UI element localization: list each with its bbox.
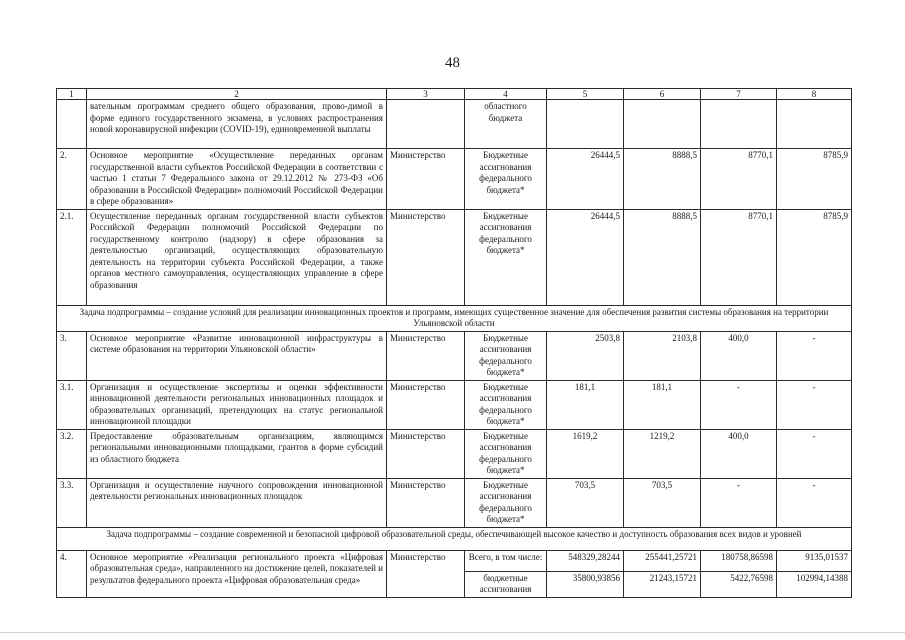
amount-year-1: 8888,5 — [624, 209, 701, 305]
funding-source: Бюджетные ассигнования федерального бюджета* — [465, 380, 547, 429]
amount-total: 1619,2 — [547, 429, 624, 478]
amount-year-2: - — [701, 380, 777, 429]
measure-name: Организация и осуществление экспертизы и оценки эффективности инновационной деятельности региональных инновационных площадок и образовательных организаций, претендующих на статус региональной инновационной площадки — [87, 380, 387, 429]
amount-year-2: 400,0 — [701, 429, 777, 478]
amount-total: 2503,8 — [547, 331, 624, 380]
row-number — [57, 100, 87, 149]
table-row — [57, 331, 852, 380]
executor — [387, 100, 465, 149]
amount-year-1: 1219,2 — [624, 429, 701, 478]
table-row — [57, 478, 852, 527]
row-number: 3.1. — [57, 380, 87, 429]
page-number: 48 — [445, 55, 460, 71]
measure-name: Организация и осуществление научного сопровождения инновационной деятельности региональных инновационных площадок — [87, 478, 387, 527]
amount-year-3: 8785,9 — [777, 209, 852, 305]
program-table — [56, 88, 852, 598]
col-header: 2 — [87, 89, 387, 100]
row-number: 2.1. — [57, 209, 87, 305]
amount-total: 26444,5 — [547, 209, 624, 305]
executor: Министерство — [387, 380, 465, 429]
amount-total: 703,5 — [547, 478, 624, 527]
amount-year-1: 2103,8 — [624, 331, 701, 380]
amount-year-2: 5422,76598 — [701, 571, 777, 597]
row-number: 3.2. — [57, 429, 87, 478]
funding-source: бюджетные ассигнования — [465, 571, 547, 597]
executor: Министерство — [387, 550, 465, 597]
col-header: 7 — [701, 89, 777, 100]
amount-year-3 — [777, 100, 852, 149]
measure-name: Основное мероприятие «Осуществление переданных органам государственной власти субъектов Российской Федерации в соответствии с частью 1 статьи 7 Федерального закона от 29.12.2012 № 273-ФЗ «Об образовании в Российской Федерации» полномочий Российской Федерации в сфере образования» — [87, 149, 387, 210]
amount-total — [547, 100, 624, 149]
table-row — [57, 550, 852, 571]
measure-name: Основное мероприятие «Реализация регионального проекта «Цифровая образовательная среда», направленного на достижение целей, показателей и результатов федерального проекта «Цифровая образовательная среда» — [87, 550, 387, 597]
col-header: 6 — [624, 89, 701, 100]
amount-year-3: 9135,01537 — [777, 550, 852, 571]
row-number: 3. — [57, 331, 87, 380]
amount-year-2: 180758,86598 — [701, 550, 777, 571]
executor: Министерство — [387, 478, 465, 527]
amount-year-2: 8770,1 — [701, 149, 777, 210]
amount-year-3: - — [777, 429, 852, 478]
amount-year-1: 703,5 — [624, 478, 701, 527]
table-row — [57, 380, 852, 429]
task-row — [57, 527, 852, 550]
executor: Министерство — [387, 429, 465, 478]
measure-name: вательным программам среднего общего образования, прово-димой в форме единого государственного экзамена, в условиях распространения новой коронавирусной инфекции (COVID-19), единовременной выплаты — [87, 100, 387, 149]
column-number-row — [57, 89, 852, 100]
amount-year-3: - — [777, 380, 852, 429]
measure-name: Предоставление образовательным организациям, являющимся региональными инновационными площадками, грантов в форме субсидий из областного бюджета — [87, 429, 387, 478]
scan-edge-line — [0, 632, 905, 633]
col-header: 4 — [465, 89, 547, 100]
amount-year-1: 255441,25721 — [624, 550, 701, 571]
amount-year-2 — [701, 100, 777, 149]
measure-name: Основное мероприятие «Развитие инновационной инфраструктуры в системе образования на территории Ульяновской области» — [87, 331, 387, 380]
executor: Министерство — [387, 149, 465, 210]
col-header: 1 — [57, 89, 87, 100]
funding-source: Бюджетные ассигнования федерального бюджета* — [465, 429, 547, 478]
table-row — [57, 209, 852, 305]
row-number: 2. — [57, 149, 87, 210]
funding-source: Бюджетные ассигнования федерального бюджета* — [465, 331, 547, 380]
amount-total: 181,1 — [547, 380, 624, 429]
table-row — [57, 100, 852, 149]
amount-year-3: - — [777, 331, 852, 380]
col-header: 5 — [547, 89, 624, 100]
amount-year-3: 102994,14388 — [777, 571, 852, 597]
amount-year-3: - — [777, 478, 852, 527]
row-number: 3.3. — [57, 478, 87, 527]
col-header: 8 — [777, 89, 852, 100]
table-row — [57, 149, 852, 210]
task-heading: Задача подпрограммы – создание условий для реализации инновационных проектов и программ, имеющих существенное значение для обеспечения развития системы образования на территории Ульяновской области — [57, 305, 852, 331]
amount-year-1 — [624, 100, 701, 149]
table-row — [57, 429, 852, 478]
funding-source: областного бюджета — [465, 100, 547, 149]
amount-total: 35800,93856 — [547, 571, 624, 597]
amount-year-2: 8770,1 — [701, 209, 777, 305]
amount-year-1: 21243,15721 — [624, 571, 701, 597]
row-number: 4. — [57, 550, 87, 597]
col-header: 3 — [387, 89, 465, 100]
task-row — [57, 305, 852, 331]
amount-year-2: 400,0 — [701, 331, 777, 380]
measure-name: Осуществление переданных органам государственной власти субъектов Российской Федерации полномочий Российской Федерации по государственному контролю (надзору) в сфере образования за деятельностью организаций, осуществляющих образовательную деятельность на территории субъекта Российской Федерации, а также органов местного самоуправления, осуществляющих управление в сфере образования — [87, 209, 387, 305]
task-heading: Задача подпрограммы – создание современной и безопасной цифровой образовательной среды, обеспечивающей высокое качество и доступность образования всех видов и уровней — [57, 527, 852, 550]
amount-year-1: 181,1 — [624, 380, 701, 429]
funding-source: Бюджетные ассигнования федерального бюджета* — [465, 149, 547, 210]
funding-source: Бюджетные ассигнования федерального бюджета* — [465, 478, 547, 527]
funding-source: Всего, в том числе: — [465, 550, 547, 571]
executor: Министерство — [387, 209, 465, 305]
amount-year-3: 8785,9 — [777, 149, 852, 210]
amount-total: 548329,28244 — [547, 550, 624, 571]
amount-year-2: - — [701, 478, 777, 527]
executor: Министерство — [387, 331, 465, 380]
amount-total: 26444,5 — [547, 149, 624, 210]
amount-year-1: 8888,5 — [624, 149, 701, 210]
funding-source: Бюджетные ассигнования федерального бюджета* — [465, 209, 547, 305]
